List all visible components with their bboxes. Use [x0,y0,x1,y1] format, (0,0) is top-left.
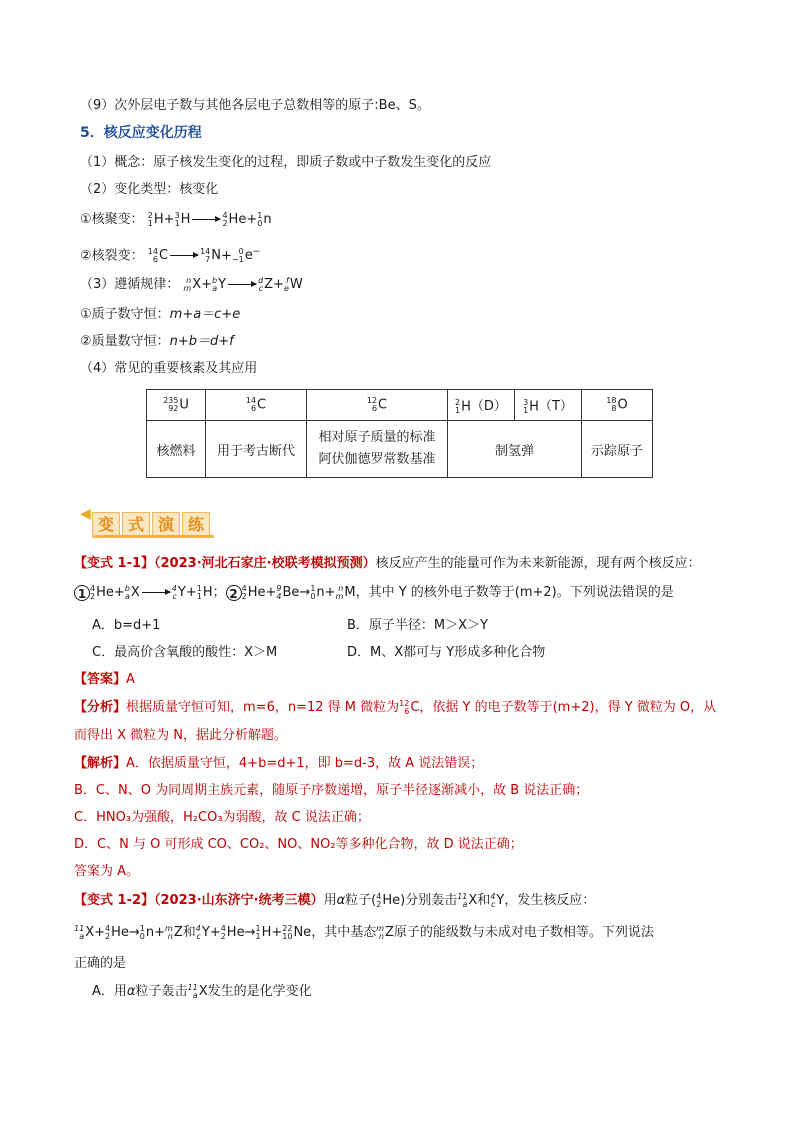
proton-label: ①质子数守恒： [80,307,170,322]
q1-option-d[interactable]: D．M、X都可与 Y形成多种化合物 [347,645,546,660]
detail-tag: 【解析】 [74,756,127,771]
q1-answer [74,671,135,689]
concept-line: （1）概念：原子核发生变化的过程，即质子数或中子数发生变化的反应 [80,155,492,170]
reaction-arrow [192,219,220,220]
q1-reactions: 1 4 2 He+ b a X 4 c Y+ 1 1 H； 2 4 2 He+ 9 4 Be→ 1 0 n+ n m M，其中 Y 的核外电子数等于(m+2)。下列说法错误的是 [74,584,674,602]
q1-final: 答案为 A。 [74,864,140,879]
q2-opt-text: A．用 [92,984,127,999]
q1-detail-d: D．C、N 与 O 可形成 CO、CO₂、NO、NO₂等多种化合物，故 D 说法正确； [74,837,523,852]
banner-char: 式 [122,512,150,538]
answer-value: A [126,672,135,687]
rule-line: （3）遵循规律： n m X+ b a Y d c Z+ f e W [80,275,303,293]
circled-number: 2 [226,585,242,601]
banner-char: 变 [92,512,120,538]
table-header-cell: 235 92 U [147,390,206,421]
mass-formula: n+b＝d+f [169,334,234,349]
q2-opt-text: 发生的是化学变化 [207,984,312,999]
nuclide-y: b a Y [212,275,227,293]
nuclide-h3: 3 1 H [174,210,191,228]
table-cell: 核燃料 [147,421,206,478]
q1-option-a[interactable]: A．b=d+1 [92,618,161,633]
types-line: （2）变化类型：核变化 [80,182,219,197]
table-header-cell: 2 1 H（D） [448,390,515,421]
variant-practice-banner [80,504,210,538]
q1-option-c[interactable]: C．最高价含氧酸的酸性：X＞M [92,645,278,660]
q1-detail-b: B．C、N、O 为同周期主族元素，随原子序数递增，原子半径逐渐减小，故 B 说法正确； [74,783,589,798]
q2-text: ，其中基态 [311,925,377,940]
table-header-cell: 3 1 H（T） [515,390,582,421]
banner-char: 练 [182,512,210,538]
q1-source: （2023·河北石家庄·校联考模拟预测） [154,556,376,571]
q2-stem: )分别轰击 [400,893,458,908]
nuclide-z: d c Z [258,275,274,293]
banner-underline [94,535,214,538]
table-cell: 示踪原子 [582,421,653,478]
table-header-row [147,390,653,421]
nuclide-table [146,389,653,478]
table-header-cell: 12 6 C [307,390,448,421]
q1-option-b[interactable]: B．原子半径：M＞X＞Y [347,618,488,633]
q2-stem: 用 [323,893,337,908]
use-standard: 相对原子质量的标准 [318,430,436,445]
q2-text: 原子的能级数与未成对电子数相等。下列说法 [393,925,654,940]
answer-tag: 【答案】 [74,672,127,687]
q2-text: 和 [182,925,196,940]
q1-tag: 【变式 1-1】 [74,556,155,571]
section-5-title: 5．核反应变化历程 [80,125,202,141]
q1-analysis-line1: 【分析】根据质量守恒可知，m=6，n=12 得 M 微粒为 12 6 C，依据 Y 的电子数等于(m+2)，得 Y 微粒为 O，从 [74,698,717,716]
q2-stem: 和 [477,893,491,908]
q2-tag: 【变式 1-2】 [74,893,155,908]
q2-source: （2023·山东济宁·统考三模） [154,893,324,908]
banner-char: 演 [152,512,180,538]
table-header-cell: 18 8 O [582,390,653,421]
nuclide-n: 1 0 n [257,210,272,228]
table-cell: 用于考古断代 [206,421,307,478]
proton-formula: m+a＝c+e [169,307,241,322]
q2-stem: ，发生核反应： [504,893,596,908]
q1-detail-c: C．HNO₃为强酸，H₂CO₃为弱酸，故 C 说法正确； [74,810,370,825]
reaction-arrow [228,284,256,285]
q2-reactions: 11 a X+ 4 2 He→ 1 0 n+ m n Z和 4 c Y+ 4 2 He→ 1 1 H+ 22 10 Ne，其中基态 m n Z原子的能级数与未成对电子数相等。下列说法 [74,923,654,941]
q2-line3: 正确的是 [74,956,127,971]
table-cell: 制氢弹 [448,421,582,478]
alpha-symbol: α [126,984,136,999]
nuclide-x: n m X [183,275,202,293]
analysis-text: 根据质量守恒可知，m=6，n=12 得 M 微粒为 [126,700,400,715]
reaction-arrow [170,255,198,256]
detail-text: A．依据质量守恒，4+b=d+1，即 b=d-3，故 A 说法错误； [126,756,484,771]
q1-stem: 核反应产生的能量可作为未来新能源，现有两个核反应： [375,556,701,571]
fission-line: ②核裂变： 14 6 C 14 7 N+ 0 −1 e− [80,246,261,264]
table-body-row [147,421,653,478]
fusion-line: ①核聚变： 2 1 H+ 3 1 H 4 2 He+ 1 0 n [80,210,272,228]
proton-line [80,306,240,324]
table-cell [307,421,448,478]
analysis-tag: 【分析】 [74,700,127,715]
use-avogadro: 阿伏伽德罗常数基准 [318,452,436,467]
q1-detail-a [74,755,483,773]
q1-header [74,555,701,573]
fusion-label: ①核聚变： [80,212,144,227]
nuclide-he4: 4 2 He [222,210,247,228]
nuclide-h2: 2 1 H [147,210,164,228]
nuclide-c14: 14 6 C [147,246,169,264]
rule-label: （3）遵循规律： [80,277,180,292]
circled-number: 1 [74,585,90,601]
speaker-icon: ◀ [80,506,91,522]
table-header-cell: 14 6 C [206,390,307,421]
fission-label: ②核裂变： [80,248,144,264]
analysis-text: ，依据 Y 的电子数等于(m+2)，得 Y 微粒为 O，从 [419,700,717,715]
q2-stem: 粒子( [345,893,377,908]
nuclide-n14: 14 7 N [200,246,221,264]
nuclide-electron: 0 −1 e [231,246,253,264]
nuclide-w: f e W [283,275,303,293]
q2-header: 【变式 1-2】（2023·山东济宁·统考三模）用α粒子( 4 2 He)分别轰击 11 a X和 4 c Y，发生核反应： [74,891,596,909]
item-9: （9）次外层电子数与其他各层电子总数相等的原子:Be、S。 [80,98,430,113]
mass-line [80,333,234,351]
q2-opt-text: 粒子轰击 [135,984,188,999]
q1-condition: ，其中 Y 的核外电子数等于(m+2)。下列说法错误的是 [355,585,674,600]
mass-label: ②质量数守恒： [80,334,170,349]
alpha-symbol: α [336,893,346,908]
q2-option-a[interactable]: A．用α粒子轰击 11 a X发生的是化学变化 [92,982,312,1000]
table-title: （4）常见的重要核素及其应用 [80,361,258,376]
q1-analysis-line2: 而得出 X 微粒为 N，据此分析解题。 [74,728,288,743]
